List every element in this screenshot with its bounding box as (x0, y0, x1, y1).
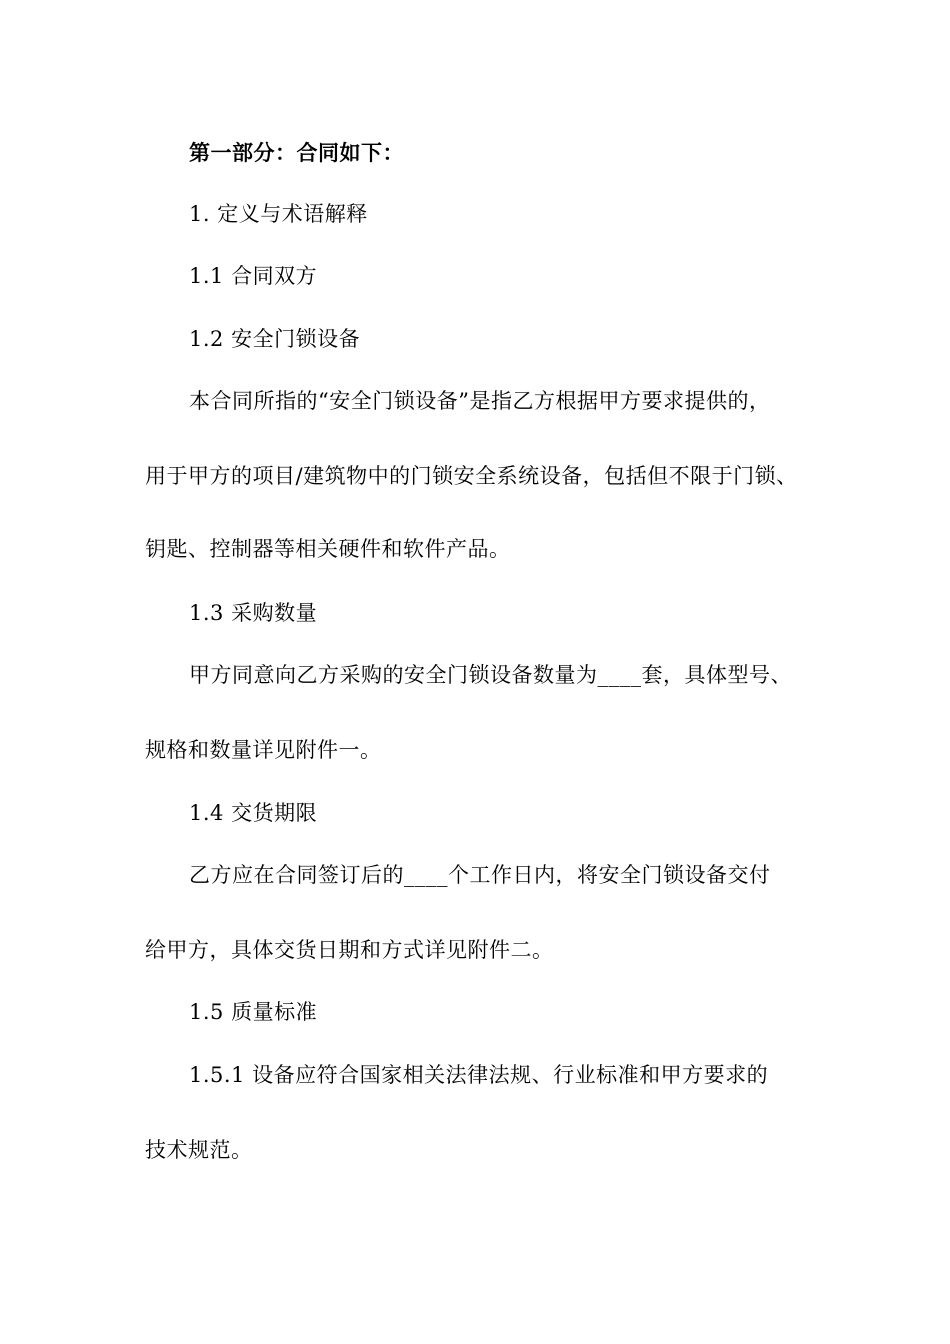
section-1-4-paragraph-line: 给甲方，具体交货日期和方式详见附件二。 (145, 938, 554, 962)
section-1-4-paragraph-line: 乙方应在合同签订后的____个工作日内，将安全门锁设备交付 (189, 863, 771, 887)
section-1-3-paragraph-line: 规格和数量详见附件一。 (145, 738, 382, 762)
section-1-title: 1. 定义与术语解释 (189, 202, 368, 226)
section-1-3-title: 1.3 采购数量 (189, 601, 318, 625)
section-1-5-title: 1.5 质量标准 (189, 1000, 318, 1024)
section-1-5-1-paragraph-line: 技术规范。 (145, 1138, 253, 1162)
part-title: 第一部分：合同如下： (189, 140, 404, 165)
section-1-2-paragraph-line: 钥匙、控制器等相关硬件和软件产品。 (145, 537, 511, 561)
section-1-2-title: 1.2 安全门锁设备 (189, 327, 361, 351)
section-1-1-title: 1.1 合同双方 (189, 264, 318, 288)
section-1-2-paragraph-line: 用于甲方的项目/建筑物中的门锁安全系统设备，包括但不限于门锁、 (145, 464, 798, 488)
section-1-3-paragraph-line: 甲方同意向乙方采购的安全门锁设备数量为____套，具体型号、 (189, 663, 792, 687)
section-1-5-1-paragraph-line: 1.5.1 设备应符合国家相关法律法规、行业标准和甲方要求的 (189, 1063, 769, 1087)
section-1-2-paragraph-line: 本合同所指的“安全门锁设备”是指乙方根据甲方要求提供的， (189, 389, 771, 413)
section-1-4-title: 1.4 交货期限 (189, 801, 318, 825)
